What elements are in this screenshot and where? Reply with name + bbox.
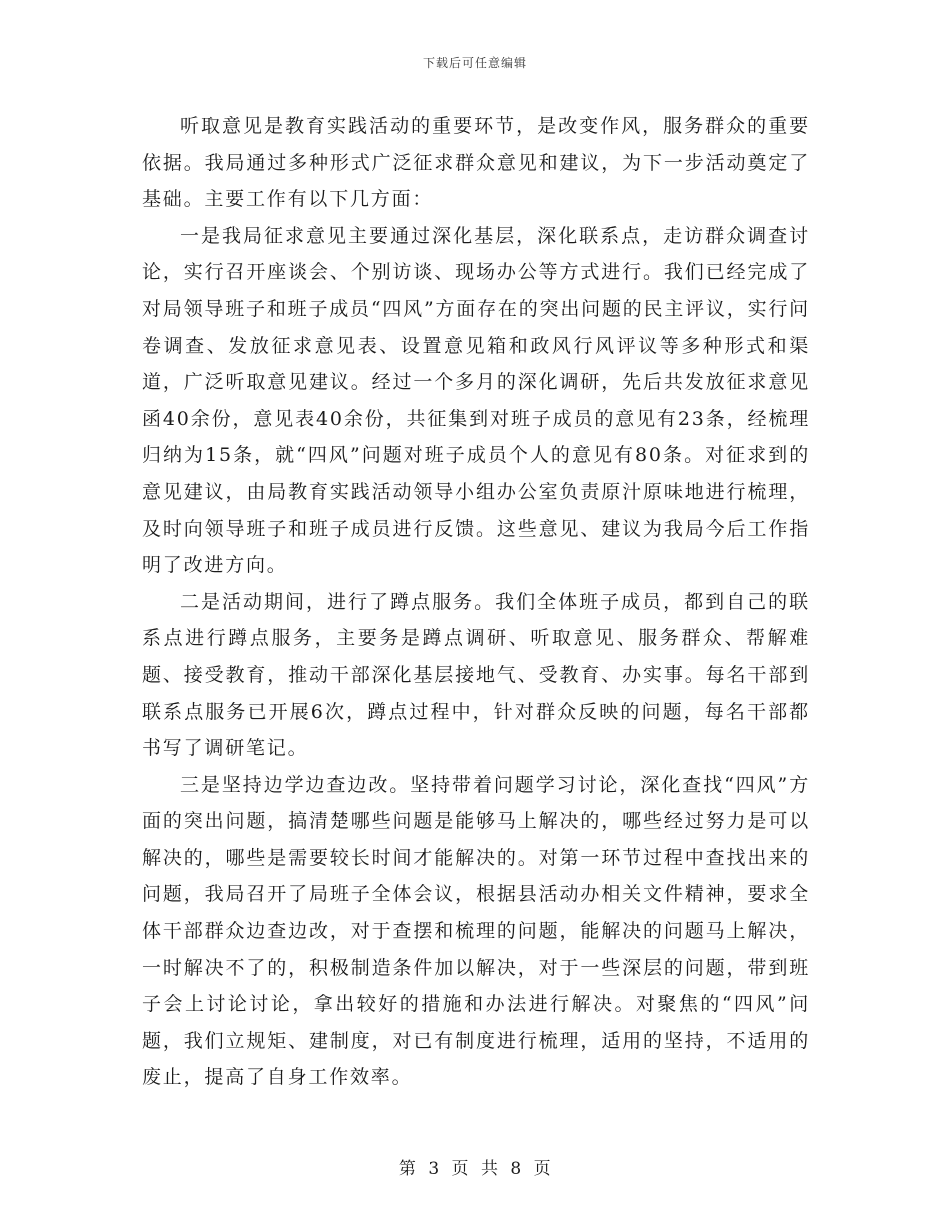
paragraph-first-point: 一是我局征求意见主要通过深化基层，深化联系点，走访群众调查讨论，实行召开座谈会、个别访谈、现场办公等方式进行。我们已经完成了对局领导班子和班子成员“四风”方面存在的突出问题的民主评议，实行问卷调查、发放征求意见表、设置意见箱和政风行风评议等多种形式和渠道，广泛听取意见建议。经过一个多月的深化调研，先后共发放征求意见函40余份，意见表40余份，共征集到对班子成员的意见有23条，经梳理归纳为15条，就“四风”问题对班子成员个人的意见有80条。对征求到的意见建议，由局教育实践活动领导小组办公室负责原汁原味地进行梳理，及时向领导班子和班子成员进行反馈。这些意见、建议为我局今后工作指明了改进方向。 bbox=[142, 224, 810, 577]
document-body bbox=[142, 108, 810, 1096]
paragraph-second-point: 二是活动期间，进行了蹲点服务。我们全体班子成员，都到自己的联系点进行蹲点服务，主要务是蹲点调研、听取意见、服务群众、帮解难题、接受教育，推动干部深化基层接地气、受教育、办实事。每名干部到联系点服务已开展6次，蹲点过程中，针对群众反映的问题，每名干部都书写了调研笔记。 bbox=[142, 590, 810, 760]
paragraph-intro: 听取意见是教育实践活动的重要环节，是改变作风，服务群众的重要依据。我局通过多种形式广泛征求群众意见和建议，为下一步活动奠定了基础。主要工作有以下几方面： bbox=[142, 115, 810, 211]
page-header: 下载后可任意编辑 bbox=[422, 56, 527, 70]
page-number-footer: 第 3 页 共 8 页 bbox=[398, 1159, 552, 1179]
paragraph-third-point: 三是坚持边学边查边改。坚持带着问题学习讨论，深化查找“四风”方面的突出问题，搞清楚哪些问题是能够马上解决的，哪些经过努力是可以解决的，哪些是需要较长时间才能解决的。对第一环节过程中查找出来的问题，我局召开了局班子全体会议，根据县活动办相关文件精神，要求全体干部群众边查边改，对于查摆和梳理的问题，能解决的问题马上解决，一时解决不了的，积极制造条件加以解决，对于一些深层的问题，带到班子会上讨论讨论，拿出较好的措施和办法进行解决。对聚焦的“四风”问题，我们立规矩、建制度，对已有制度进行梳理，适用的坚持，不适用的废止，提高了自身工作效率。 bbox=[142, 773, 810, 1089]
